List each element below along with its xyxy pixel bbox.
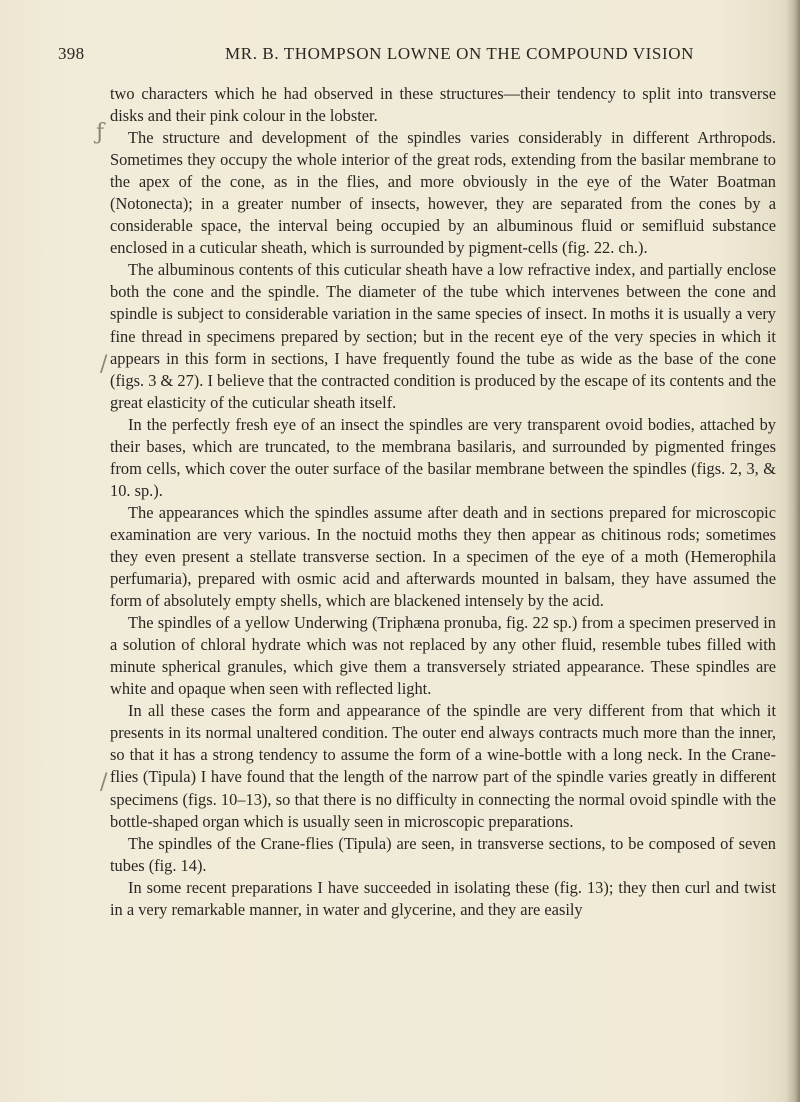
body-text — [110, 83, 776, 921]
running-title: MR. B. THOMPSON LOWNE ON THE COMPOUND VISION — [225, 44, 694, 63]
paragraph: The appearances which the spindles assume after death and in sections prepared for microscopic examination are very various. In the noctuid moths they then appear as chitinous rods; sometimes they even present a stellate transverse section. In a specimen of the eye of a moth (Hemerophila perfumaria), prepared with osmic acid and afterwards mounted in balsam, they have assumed the form of absolutely empty shells, which are blackened intensely by the acid. — [110, 502, 776, 611]
margin-pencil-mark: / — [100, 770, 108, 795]
paragraph: two characters which he had observed in these structures—their tendency to split into transverse disks and their pink colour in the lobster. — [110, 84, 776, 126]
paragraph: In some recent preparations I have succeeded in isolating these (fig. 13); they then curl and twist in a very remarkable manner, in water and glycerine, and they are easily — [110, 877, 776, 919]
margin-pencil-mark: / — [100, 352, 108, 377]
page-number: 398 — [58, 44, 85, 63]
paragraph: In the perfectly fresh eye of an insect the spindles are very transparent ovoid bodies, attached by their bases, which are truncated, to the membrana basilaris, and surrounded by pigmented fringes from cells, which cover the outer surface of the basilar membrane between the spindles (figs. 2, 3, & 10. sp.). — [110, 414, 776, 500]
paragraph: The spindles of a yellow Underwing (Triphæna pronuba, fig. 22 sp.) from a specimen preserved in a solution of chloral hydrate which was not replaced by any other fluid, resemble tubes filled with minute spherical granules, which give them a transversely striated appearance. These spindles are white and opaque when seen with reflected light. — [110, 613, 776, 699]
paragraph: In all these cases the form and appearance of the spindle are very different from that which it presents in its normal unaltered condition. The outer end always contracts much more than the inner, so that it has a strong tendency to assume the form of a wine-bottle with a long neck. In the Crane-flies (Tipula) I have found that the length of the narrow part of the spindle varies greatly in different specimens (figs. 10–13), so that there is no difficulty in connecting the normal ovoid spindle with the bottle-shaped organ which is usually seen in microscopic preparations. — [110, 701, 776, 831]
page-header — [58, 44, 773, 66]
margin-pencil-mark: ƒ — [96, 120, 105, 145]
paragraph: The spindles of the Crane-flies (Tipula) are seen, in transverse sections, to be composed of seven tubes (fig. 14). — [110, 833, 776, 875]
page-edge-shadow — [786, 0, 800, 1102]
paragraph: The albuminous contents of this cuticular sheath have a low refractive index, and partially enclose both the cone and the spindle. The diameter of the tube which intervenes between the cone and spindle is subject to considerable variation in the same species of insect. In moths it is usually a very fine thread in specimens prepared by section; but in the recent eye of the very species in which it appears in this form in sections, I have frequently found the tube as wide as the base of the cone (figs. 3 & 27). I believe that the contracted condition is produced by the escape of its contents and the great elasticity of the cuticular sheath itself. — [110, 260, 776, 412]
paragraph: The structure and development of the spindles varies considerably in different Arthropods. Sometimes they occupy the whole interior of the great rods, extending from the basilar membrane to the apex of the cone, as in the flies, and more obviously in the eye of the Water Boatman (Notonecta); in a greater number of insects, however, they are separated from the cones by a considerable space, the interval being occupied by an albuminous fluid or semifluid substance enclosed in a cuticular sheath, which is surrounded by pigment-cells (fig. 22. ch.). — [110, 128, 776, 258]
